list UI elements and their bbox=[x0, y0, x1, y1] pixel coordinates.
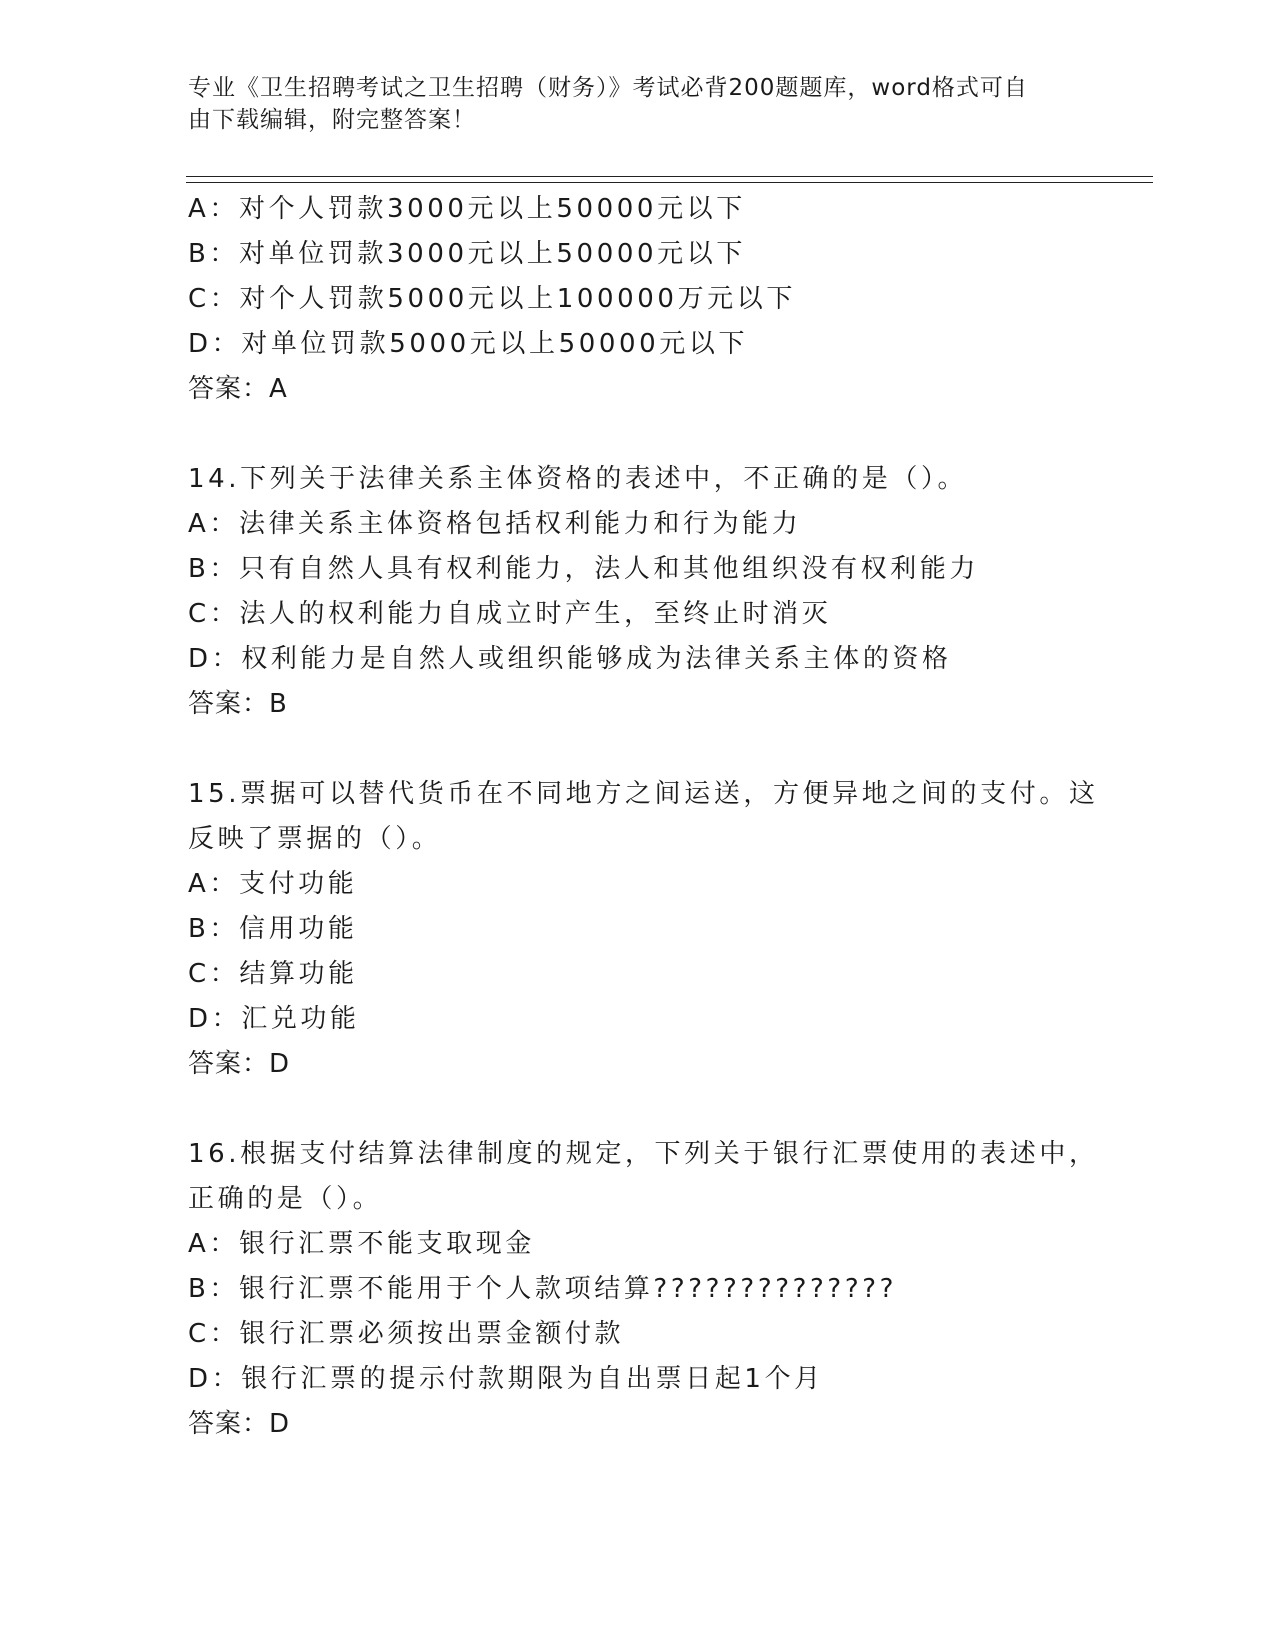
q15-option-d: D：汇兑功能 bbox=[188, 1004, 360, 1034]
q14-option-a: A：法律关系主体资格包括权利能力和行为能力 bbox=[188, 509, 802, 539]
q16-answer: 答案：D bbox=[188, 1409, 291, 1439]
q15-stem-line-2: 反映了票据的（）。 bbox=[188, 824, 442, 854]
q15-option-c: C：结算功能 bbox=[188, 959, 358, 989]
q15-option-b: B：信用功能 bbox=[188, 914, 358, 944]
q16-option-d: D：银行汇票的提示付款期限为自出票日起1个月 bbox=[188, 1364, 824, 1394]
header-divider-top bbox=[186, 176, 1153, 177]
q15-stem-line-1: 15.票据可以替代货币在不同地方之间运送，方便异地之间的支付。这 bbox=[188, 779, 1099, 809]
q15-answer: 答案：D bbox=[188, 1049, 291, 1079]
q16-option-a: A：银行汇票不能支取现金 bbox=[188, 1229, 535, 1259]
q14-option-c: C：法人的权利能力自成立时产生，至终止时消灭 bbox=[188, 599, 832, 629]
q13-option-c: C：对个人罚款5000元以上100000万元以下 bbox=[188, 284, 796, 314]
q13-answer: 答案：A bbox=[188, 374, 288, 404]
q13-option-b: B：对单位罚款3000元以上50000元以下 bbox=[188, 239, 746, 269]
q16-option-b: B：银行汇票不能用于个人款项结算?????????????? bbox=[188, 1274, 898, 1304]
q16-option-c: C：银行汇票必须按出票金额付款 bbox=[188, 1319, 625, 1349]
q16-stem-line-1: 16.根据支付结算法律制度的规定，下列关于银行汇票使用的表述中， bbox=[188, 1139, 1099, 1169]
q14-option-d: D：权利能力是自然人或组织能够成为法律关系主体的资格 bbox=[188, 644, 952, 674]
q15-option-a: A：支付功能 bbox=[188, 869, 358, 899]
q13-option-d: D：对单位罚款5000元以上50000元以下 bbox=[188, 329, 749, 359]
q14-option-b: B：只有自然人具有权利能力，法人和其他组织没有权利能力 bbox=[188, 554, 980, 584]
document-header bbox=[188, 72, 1068, 136]
header-line-1: 专业《卫生招聘考试之卫生招聘（财务）》考试必背200题题库，word格式可自 bbox=[188, 75, 1028, 101]
header-line-2: 由下载编辑，附完整答案！ bbox=[188, 107, 476, 133]
header-divider-bottom bbox=[186, 182, 1153, 183]
q16-stem-line-2: 正确的是（）。 bbox=[188, 1184, 383, 1214]
q13-option-a: A：对个人罚款3000元以上50000元以下 bbox=[188, 194, 746, 224]
q14-stem: 14.下列关于法律关系主体资格的表述中，不正确的是（）。 bbox=[188, 464, 968, 494]
q14-answer: 答案：B bbox=[188, 689, 288, 719]
